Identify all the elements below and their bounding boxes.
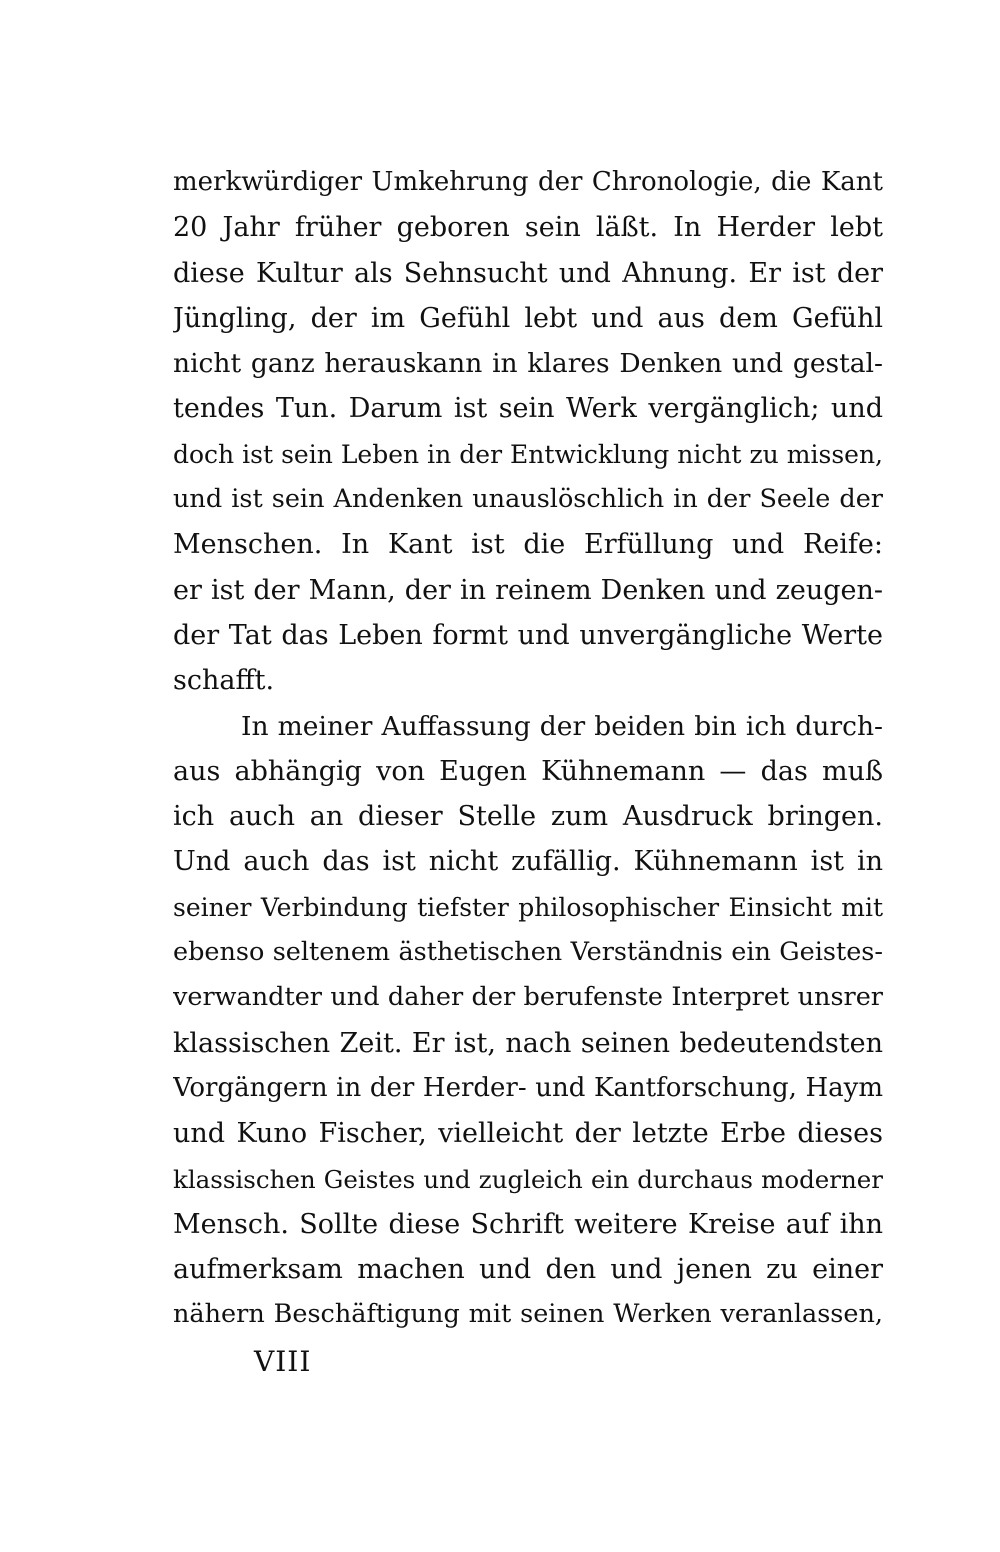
- text-line: nicht ganz herauskann in klares Denken und gestal-: [173, 348, 883, 380]
- text-line: klassischen Zeit. Er ist, nach seinen bedeutendsten: [173, 1027, 883, 1059]
- text-line: doch ist sein Leben in der Entwicklung nicht zu missen,: [173, 439, 883, 469]
- text-line: und Kuno Fischer, vielleicht der letzte Erbe dieses: [173, 1118, 883, 1150]
- text-line: schafft.: [173, 665, 275, 697]
- text-line: ich auch an dieser Stelle zum Ausdruck bringen.: [173, 801, 883, 833]
- page-number: VIII: [254, 1345, 312, 1378]
- text-line: Vorgängern in der Herder- und Kantforschung, Haym: [173, 1072, 883, 1103]
- text-line: aus abhängig von Eugen Kühnemann — das muß: [173, 755, 883, 787]
- text-line: In meiner Auffassung der beiden bin ich durch-: [241, 710, 883, 742]
- text-line: tendes Tun. Darum ist sein Werk vergänglich; und: [173, 393, 883, 425]
- text-line: er ist der Mann, der in reinem Denken und zeugen-: [173, 574, 883, 606]
- body-text: [173, 160, 883, 1338]
- text-line: verwandter und daher der berufenste Interpret unsrer: [173, 982, 883, 1013]
- text-line: ebenso seltenem ästhetischen Verständnis ein Geistes-: [173, 937, 883, 968]
- text-line: diese Kultur als Sehnsucht und Ahnung. Er ist der: [173, 257, 883, 289]
- text-line: Und auch das ist nicht zufällig. Kühnemann ist in: [173, 846, 883, 878]
- text-line: und ist sein Andenken unauslöschlich in der Seele der: [173, 484, 883, 515]
- text-line: klassischen Geistes und zugleich ein durchaus moderner: [173, 1164, 883, 1194]
- text-line: aufmerksam machen und den und jenen zu einer: [173, 1254, 883, 1286]
- text-line: Mensch. Sollte diese Schrift weitere Kreise auf ihn: [173, 1208, 883, 1240]
- text-line: nähern Beschäftigung mit seinen Werken veranlassen,: [173, 1299, 883, 1330]
- text-line: der Tat das Leben formt und unvergängliche Werte: [173, 619, 883, 651]
- text-line: Menschen. In Kant ist die Erfüllung und Reife:: [173, 529, 883, 561]
- text-line: merkwürdiger Umkehrung der Chronologie, die Kant: [173, 167, 883, 197]
- text-line: 20 Jahr früher geboren sein läßt. In Herder lebt: [173, 212, 883, 244]
- text-line: Jüngling, der im Gefühl lebt und aus dem Gefühl: [173, 302, 883, 334]
- text-line: seiner Verbindung tiefster philosophischer Einsicht mit: [173, 892, 883, 922]
